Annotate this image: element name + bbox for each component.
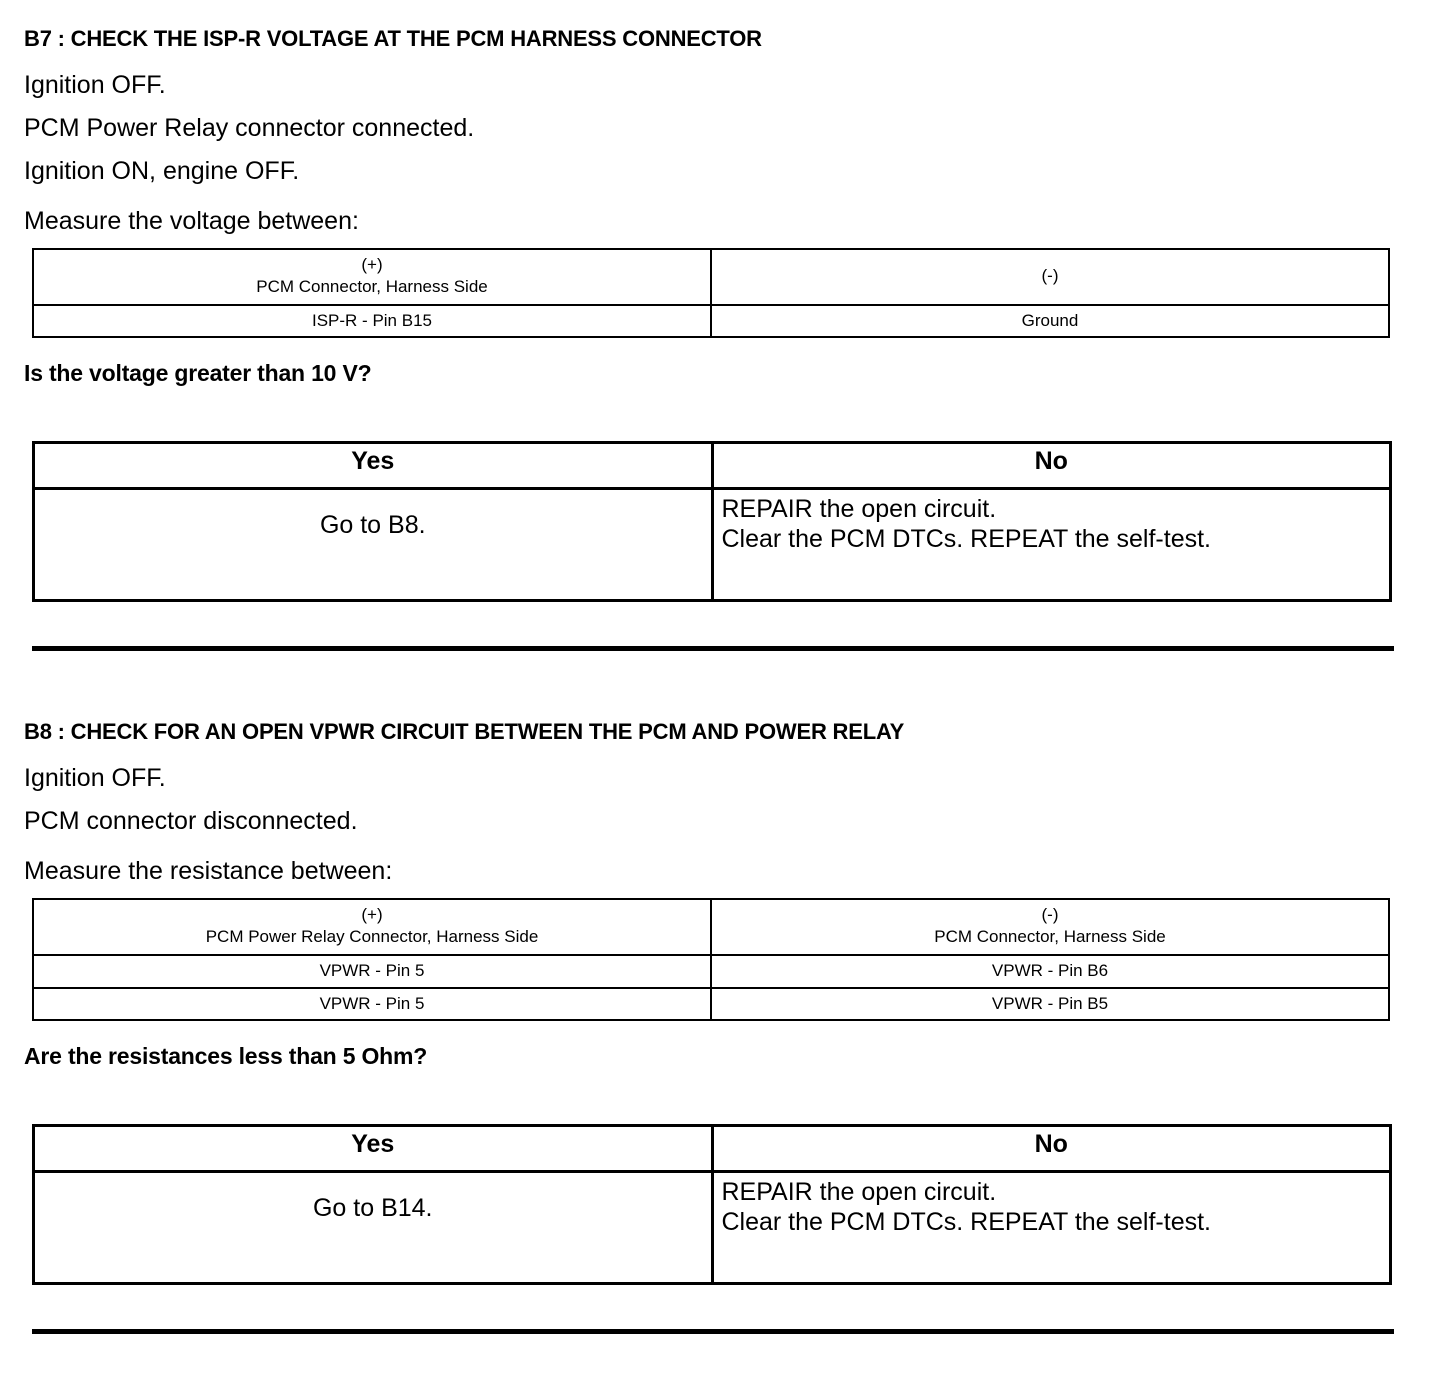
positive-sign: (+) <box>361 905 383 925</box>
no-header: No <box>712 1126 1391 1172</box>
positive-sign: (+) <box>361 255 383 274</box>
yes-action: Go to B8. <box>34 489 713 601</box>
measure-instruction: Measure the resistance between: <box>24 857 393 886</box>
spacer <box>24 651 1396 711</box>
positive-connector: PCM Connector, Harness Side <box>256 276 488 296</box>
negative-pin-cell: VPWR - Pin B6 <box>711 955 1389 988</box>
condition-line: Ignition OFF. <box>24 764 166 793</box>
table-row <box>34 1172 1391 1284</box>
positive-pin-cell: VPWR - Pin 5 <box>33 955 711 988</box>
no-action-line-2: Clear the PCM DTCs. REPEAT the self-test. <box>721 1207 1211 1236</box>
section-divider <box>32 1329 1394 1334</box>
table-row <box>33 305 1389 338</box>
no-action-line-1: REPAIR the open circuit. <box>721 1178 997 1207</box>
decision-question: Are the resistances less than 5 Ohm? <box>24 1043 428 1070</box>
yes-action: Go to B14. <box>34 1172 713 1284</box>
step-title: B8 : CHECK FOR AN OPEN VPWR CIRCUIT BETWEEN THE PCM AND POWER RELAY <box>24 719 905 745</box>
table-row <box>34 1126 1391 1172</box>
negative-sign: (-) <box>1041 265 1059 285</box>
negative-pin-cell: Ground <box>711 305 1389 338</box>
section-divider <box>32 646 1394 651</box>
positive-pin-cell: ISP-R - Pin B15 <box>33 305 711 338</box>
condition-line: PCM Power Relay connector connected. <box>24 114 475 142</box>
yes-no-table <box>32 441 1392 602</box>
yes-no-table <box>32 1124 1392 1285</box>
step-b8 <box>24 719 1396 1334</box>
table-row <box>33 988 1389 1021</box>
measure-instruction: Measure the voltage between: <box>24 207 359 235</box>
negative-pin-cell: VPWR - Pin B5 <box>711 988 1389 1021</box>
yes-header: Yes <box>34 1126 713 1172</box>
decision-question: Is the voltage greater than 10 V? <box>24 360 372 387</box>
step-b7 <box>24 26 1396 651</box>
table-row <box>33 249 1389 305</box>
step-title: B7 : CHECK THE ISP-R VOLTAGE AT THE PCM HARNESS CONNECTOR <box>24 26 762 51</box>
positive-lead-header <box>33 249 711 305</box>
condition-line: Ignition ON, engine OFF. <box>24 157 300 185</box>
table-row <box>33 899 1389 955</box>
condition-line: PCM connector disconnected. <box>24 807 358 836</box>
positive-connector: PCM Power Relay Connector, Harness Side <box>205 927 539 946</box>
positive-pin-cell: VPWR - Pin 5 <box>33 988 711 1021</box>
no-action <box>712 1172 1391 1284</box>
negative-connector: PCM Connector, Harness Side <box>934 927 1166 946</box>
measurement-table <box>32 898 1390 1021</box>
condition-line: Ignition OFF. <box>24 71 166 99</box>
yes-header: Yes <box>34 443 713 489</box>
negative-sign: (-) <box>1041 905 1059 925</box>
no-action <box>712 489 1391 601</box>
table-row <box>34 443 1391 489</box>
negative-lead-header <box>711 899 1389 955</box>
table-row <box>34 489 1391 601</box>
no-header: No <box>712 443 1391 489</box>
positive-lead-header <box>33 899 711 955</box>
measurement-table <box>32 248 1390 338</box>
no-action-line-1: REPAIR the open circuit. <box>721 495 997 524</box>
no-action-line-2: Clear the PCM DTCs. REPEAT the self-test. <box>721 524 1211 553</box>
negative-lead-header <box>711 249 1389 305</box>
table-row <box>33 955 1389 988</box>
